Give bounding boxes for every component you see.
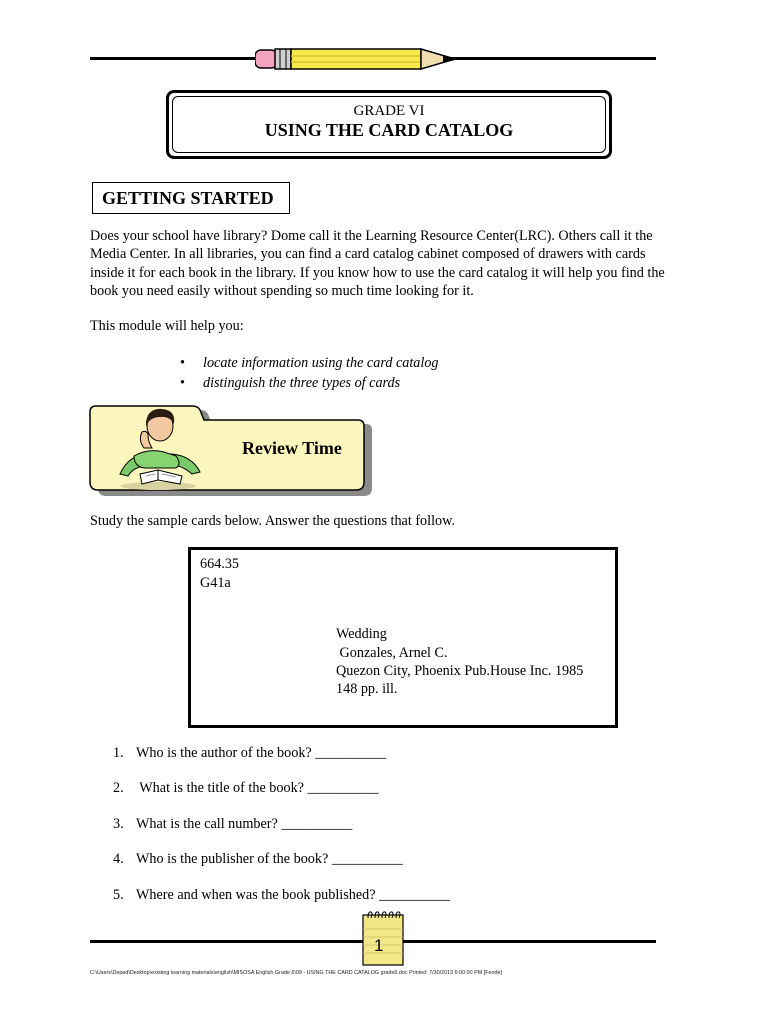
list-item: • locate information using the card catalog — [180, 355, 439, 371]
module-intro: This module will help you: — [90, 318, 244, 334]
call-number-line-1: 664.35 — [200, 556, 240, 572]
list-item: • distinguish the three types of cards — [180, 375, 401, 391]
footer-path: C:\Users\Deped\Desktop\existing learning materials\english\MISOSA English Grade 6\09 - USING THE CARD CATALOG grade6.doc Printed: 7/30/2013 6:00:00 PM [Fende] — [90, 970, 502, 976]
bullet-icon: • — [180, 375, 185, 391]
question-item: 4. Who is the publisher of the book? __________ — [113, 851, 403, 867]
page-number: 1 — [374, 936, 384, 955]
card-pages-line: 148 pp. ill. — [336, 681, 398, 697]
grade-label: GRADE VI — [353, 103, 425, 119]
section-heading-box — [92, 182, 290, 214]
page-title: USING THE CARD CATALOG — [264, 120, 514, 140]
call-number-line-2: G41a — [200, 575, 231, 591]
card-publisher-line: Quezon City, Phoenix Pub.House Inc. 1985 — [336, 663, 584, 679]
question-item: 3. What is the call number? __________ — [113, 816, 353, 832]
card-title-line: Wedding — [336, 626, 387, 642]
question-item: 5. Where and when was the book published? __________ — [113, 887, 451, 903]
notepad-icon — [359, 909, 407, 967]
bullet-icon: • — [180, 355, 185, 371]
study-instruction: Study the sample cards below. Answer the questions that follow. — [90, 513, 456, 529]
objectives-list — [180, 353, 439, 393]
review-time-label: Review Time — [242, 438, 342, 458]
title-box — [166, 90, 612, 159]
intro-paragraph: Does your school have library? Dome call it the Learning Resource Center(LRC). Others call it the Media Center. In all libraries, you can find a card catalog cabinet composed of drawers with cards inside it for each book in the library. If you know how to use the card catalog it will help you find the book you need easily without spending so much time looking for it. — [90, 228, 665, 300]
card-author-line: Gonzales, Arnel C. — [336, 645, 448, 661]
pencil-icon — [255, 46, 465, 72]
sample-catalog-card — [188, 547, 618, 728]
question-item: 2. What is the title of the book? __________ — [113, 780, 379, 796]
question-item: 1. Who is the author of the book? __________ — [113, 745, 387, 761]
section-heading: GETTING STARTED — [102, 188, 274, 208]
